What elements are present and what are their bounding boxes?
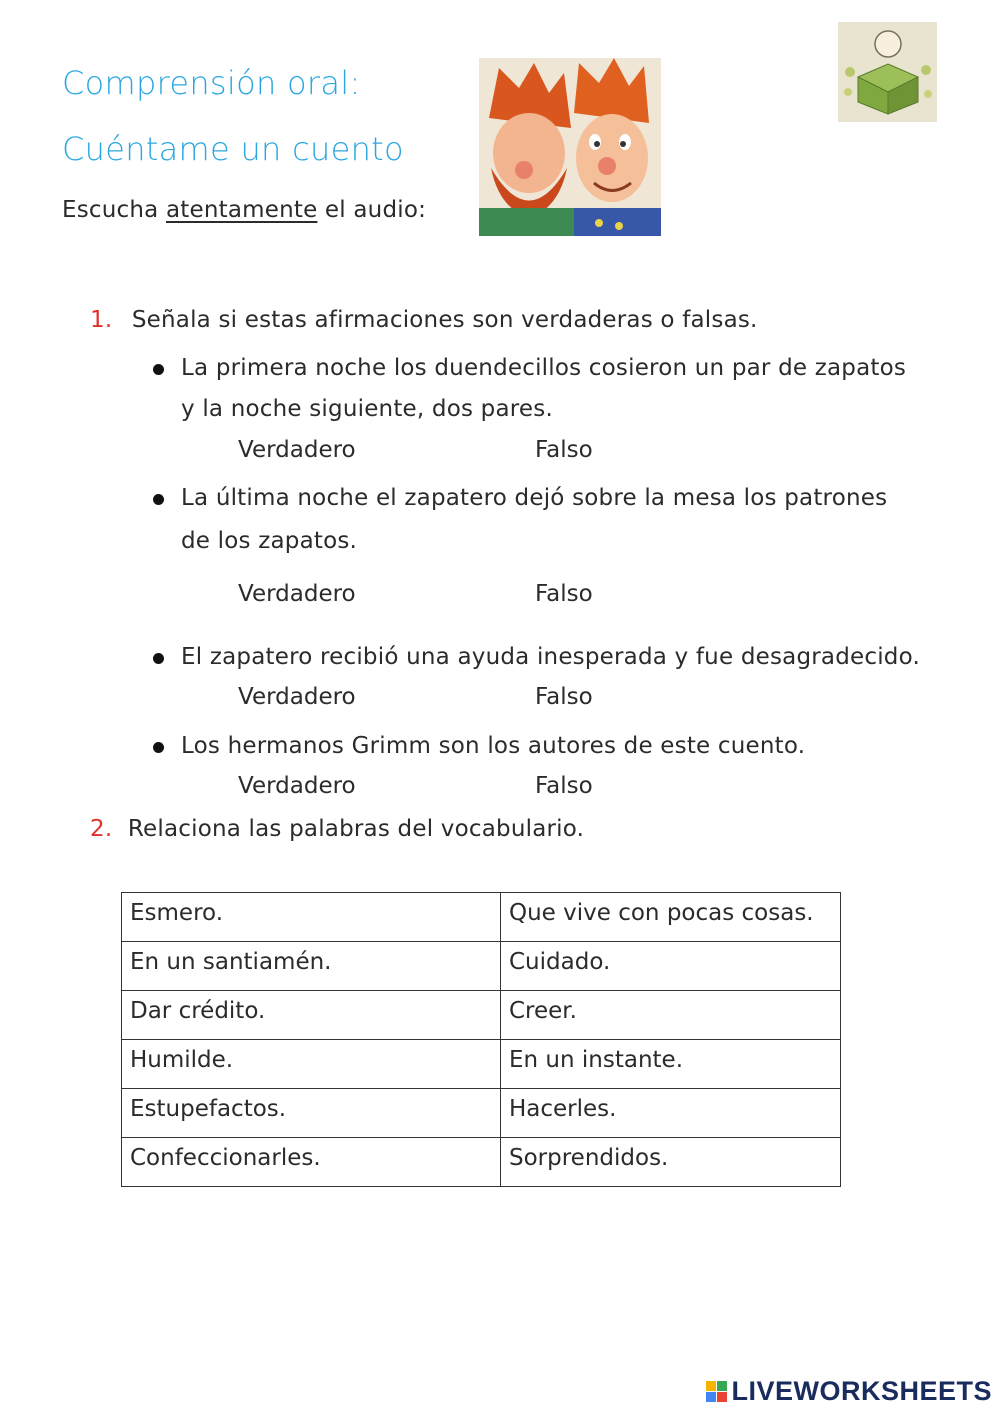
statement-2-option-false[interactable]: Falso [535,581,593,607]
vocab-definition[interactable]: Que vive con pocas cosas. [501,893,841,942]
elves-icon [479,58,661,236]
statement-2-line-2: de los zapatos. [181,528,358,554]
elves-illustration [479,58,661,236]
vocab-definition[interactable]: Cuidado. [501,942,841,991]
statement-1-line-2: y la noche siguiente, dos pares. [181,396,553,422]
table-row [122,1040,841,1089]
table-row [122,1089,841,1138]
vocab-word[interactable]: Dar crédito. [122,991,501,1040]
vocab-word[interactable]: Confeccionarles. [122,1138,501,1187]
vocabulary-table [121,892,841,1187]
section-1-heading [90,307,758,333]
statement-2-option-true[interactable]: Verdadero [238,581,356,607]
statement-4-option-false[interactable]: Falso [535,773,593,799]
table-row [122,991,841,1040]
section-2-heading-text: Relaciona las palabras del vocabulario. [127,816,585,842]
bullet-icon [153,364,164,375]
vocab-definition[interactable]: En un instante. [501,1040,841,1089]
instruction-underlined: atentamente [165,197,318,223]
child-garden-icon [838,22,937,122]
bullet-icon [153,653,164,664]
section-2-number: 2. [90,816,113,842]
vocab-word[interactable]: Humilde. [122,1040,501,1089]
instruction [62,197,426,223]
table-row [122,893,841,942]
vocab-word[interactable]: Esmero. [122,893,501,942]
table-row [122,942,841,991]
statement-3-line-1: El zapatero recibió una ayuda inesperada y fue desagradecido. [181,644,920,670]
bullet-icon [153,494,164,505]
section-1-number: 1. [90,307,113,333]
section-1-heading-text: Señala si estas afirmaciones son verdaderas o falsas. [131,307,758,333]
liveworksheets-logo-icon [706,1381,727,1402]
title-line-2: Cuéntame un cuento [62,130,404,168]
vocab-definition[interactable]: Creer. [501,991,841,1040]
statement-1-line-1: La primera noche los duendecillos cosieron un par de zapatos [181,355,907,381]
bullet-icon [153,742,164,753]
statement-2-line-1: La última noche el zapatero dejó sobre la mesa los patrones [181,485,888,511]
vocab-word[interactable]: Estupefactos. [122,1089,501,1138]
instruction-pre: Escucha [62,197,166,223]
statement-3-option-true[interactable]: Verdadero [238,684,356,710]
corner-illustration [838,22,937,122]
statement-1-option-true[interactable]: Verdadero [238,437,356,463]
vocab-definition[interactable]: Sorprendidos. [501,1138,841,1187]
statement-1-option-false[interactable]: Falso [535,437,593,463]
statement-3-option-false[interactable]: Falso [535,684,593,710]
instruction-post: el audio: [317,197,427,223]
title-line-1: Comprensión oral: [62,64,361,102]
vocab-word[interactable]: En un santiamén. [122,942,501,991]
statement-4-line-1: Los hermanos Grimm son los autores de este cuento. [181,733,806,759]
table-row [122,1138,841,1187]
vocab-definition[interactable]: Hacerles. [501,1089,841,1138]
brand-name: LIVEWORKSHEETS [731,1376,992,1406]
section-2-heading [90,816,584,842]
statement-4-option-true[interactable]: Verdadero [238,773,356,799]
liveworksheets-logo [706,1376,992,1407]
